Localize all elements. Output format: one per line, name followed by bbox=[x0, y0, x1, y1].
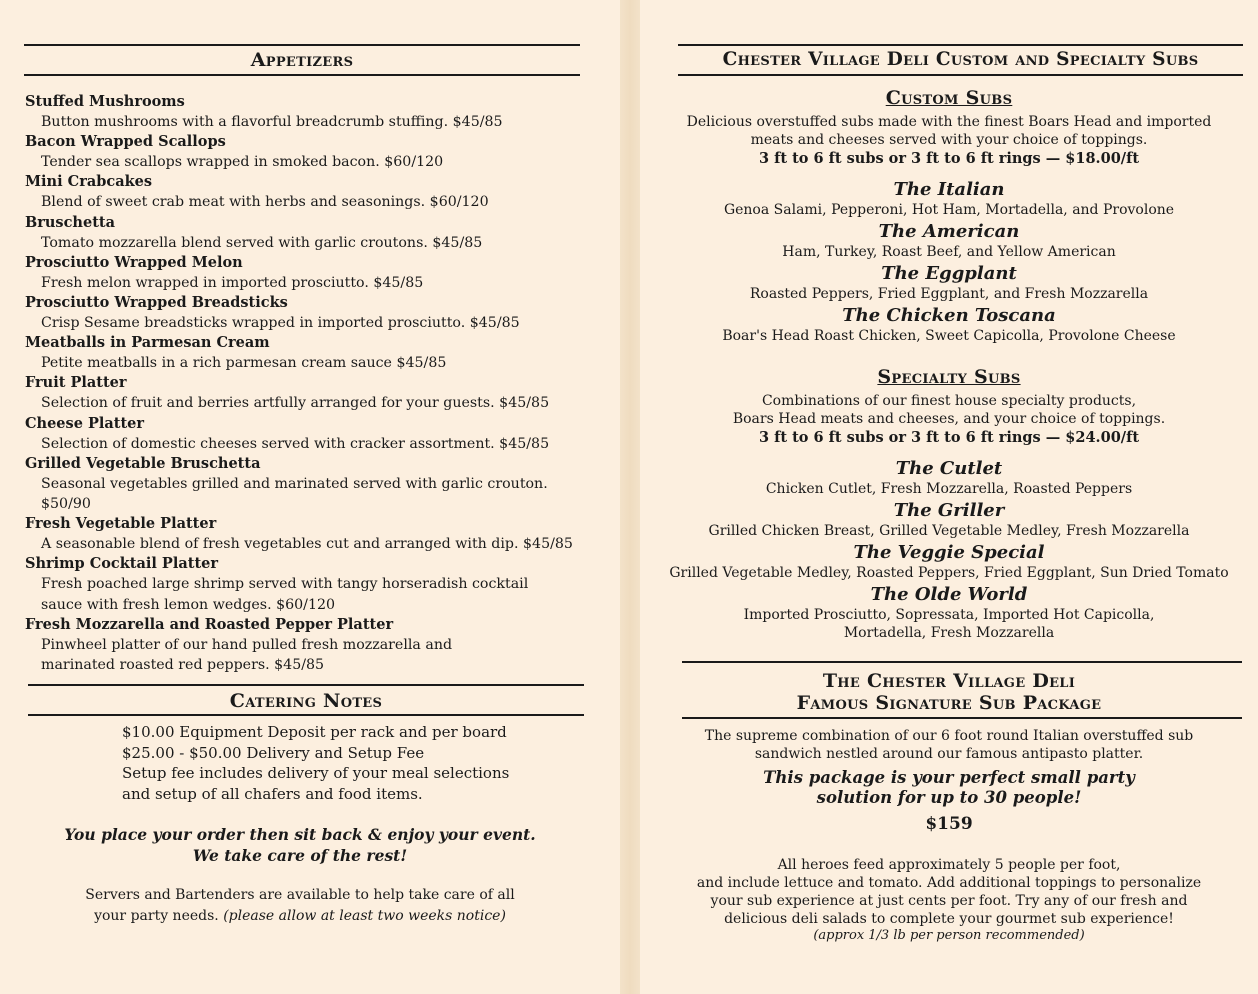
package-intro-1: The supreme combination of our 6 foot round Italian overstuffed sub bbox=[704, 728, 1194, 744]
divider bbox=[682, 661, 1242, 663]
fee-line: Setup fee includes delivery of your meal selections bbox=[122, 764, 510, 782]
sub-desc: Grilled Chicken Breast, Grilled Vegetable Medley, Fresh Mozzarella bbox=[708, 523, 1190, 539]
appetizer-name: Prosciutto Wrapped Breadsticks bbox=[25, 294, 288, 312]
package-heading-2: Famous Signature Sub Package bbox=[796, 692, 1102, 714]
specialty-intro-1: Combinations of our finest house specialty products, bbox=[761, 393, 1137, 409]
sub-name: The Eggplant bbox=[881, 263, 1017, 284]
appetizer-name: Bacon Wrapped Scallops bbox=[25, 133, 226, 151]
appetizer-desc: Pinwheel platter of our hand pulled fresh mozzarella and marinated roasted red peppers. $45/85 bbox=[41, 636, 453, 674]
appetizer-name: Fruit Platter bbox=[25, 374, 127, 392]
sub-desc: Roasted Peppers, Fried Eggplant, and Fresh Mozzarella bbox=[749, 286, 1149, 302]
package-info-3: your sub experience at just cents per foot. Try any of our fresh and bbox=[710, 893, 1188, 909]
list-item bbox=[25, 454, 595, 514]
sub-desc: Ham, Turkey, Roast Beef, and Yellow American bbox=[782, 244, 1116, 260]
appetizer-name: Fresh Mozzarella and Roasted Pepper Platter bbox=[25, 615, 394, 633]
appetizer-desc: Seasonal vegetables grilled and marinated served with garlic crouton. $50/90 bbox=[41, 475, 548, 513]
servers-line: Servers and Bartenders are available to help take care of all bbox=[85, 887, 515, 903]
fee-line: $10.00 Equipment Deposit per rack and per board bbox=[122, 723, 507, 741]
appetizer-desc: Tomato mozzarella blend served with garlic croutons. $45/85 bbox=[41, 234, 483, 251]
servers-note: (please allow at least two weeks notice) bbox=[223, 907, 506, 924]
list-item bbox=[25, 213, 595, 253]
sub-name: The American bbox=[878, 221, 1020, 242]
tagline-line: You place your order then sit back & enjoy your event. bbox=[64, 825, 536, 844]
appetizer-name: Grilled Vegetable Bruschetta bbox=[25, 454, 261, 472]
list-item bbox=[25, 373, 595, 413]
sub-desc: Genoa Salami, Pepperoni, Hot Ham, Mortadella, and Provolone bbox=[723, 202, 1175, 218]
package-price: $159 bbox=[925, 814, 973, 834]
fee-line: and setup of all chafers and food items. bbox=[122, 784, 423, 803]
divider bbox=[28, 684, 584, 686]
sub-desc: Boar's Head Roast Chicken, Sweet Capicolla, Provolone Cheese bbox=[722, 328, 1176, 344]
servers-text: your party needs. bbox=[94, 907, 219, 924]
sub-name: The Veggie Special bbox=[853, 542, 1045, 563]
sub-name: The Cutlet bbox=[895, 458, 1003, 479]
appetizer-name: Bruschetta bbox=[25, 213, 115, 231]
subs-heading: Chester Village Deli Custom and Specialty Subs bbox=[722, 49, 1199, 70]
appetizer-desc: Selection of domestic cheeses served with cracker assortment. $45/85 bbox=[41, 435, 550, 452]
appetizer-name: Fresh Vegetable Platter bbox=[25, 515, 217, 533]
sub-name: The Griller bbox=[893, 500, 1005, 521]
list-item bbox=[25, 333, 595, 373]
sub-desc: Chicken Cutlet, Fresh Mozzarella, Roasted Peppers bbox=[765, 481, 1133, 497]
divider bbox=[24, 74, 580, 76]
appetizer-desc: Selection of fruit and berries artfully arranged for your guests. $45/85 bbox=[41, 395, 550, 412]
appetizer-name: Prosciutto Wrapped Melon bbox=[25, 253, 243, 271]
appetizer-desc: Fresh melon wrapped in imported prosciutto. $45/85 bbox=[41, 274, 424, 291]
custom-price: 3 ft to 6 ft subs or 3 ft to 6 ft rings — $18.00/ft bbox=[758, 150, 1140, 167]
appetizer-desc: Fresh poached large shrimp served with tangy horseradish cocktail sauce with fresh lemon wedges. $60/120 bbox=[41, 576, 529, 613]
specialty-intro-2: Boars Head meats and cheeses, and your choice of toppings. bbox=[732, 411, 1166, 427]
appetizer-name: Cheese Platter bbox=[25, 414, 145, 432]
appetizer-name: Meatballs in Parmesan Cream bbox=[25, 334, 270, 352]
list-item bbox=[25, 414, 595, 454]
package-note: (approx 1/3 lb per person recommended) bbox=[813, 928, 1085, 943]
custom-intro-1: Delicious overstuffed subs made with the finest Boars Head and imported bbox=[686, 114, 1212, 130]
appetizer-name: Mini Crabcakes bbox=[25, 173, 153, 191]
servers-info bbox=[0, 885, 600, 926]
catering-heading: Catering Notes bbox=[229, 690, 383, 712]
appetizer-desc: Tender sea scallops wrapped in smoked bacon. $60/120 bbox=[41, 154, 444, 171]
list-item bbox=[25, 514, 595, 554]
divider bbox=[678, 74, 1243, 76]
sub-name: The Chicken Toscana bbox=[842, 305, 1056, 326]
list-item bbox=[25, 253, 595, 293]
list-item bbox=[25, 293, 595, 333]
left-panel bbox=[0, 0, 620, 994]
right-panel bbox=[640, 0, 1258, 994]
appetizer-desc: Petite meatballs in a rich parmesan cream sauce $45/85 bbox=[41, 355, 447, 372]
package-intro-2: sandwich nestled around our famous antipasto platter. bbox=[754, 746, 1144, 762]
sub-desc: Grilled Vegetable Medley, Roasted Peppers, Fried Eggplant, Sun Dried Tomato bbox=[669, 565, 1229, 581]
specialty-price: 3 ft to 6 ft subs or 3 ft to 6 ft rings — $24.00/ft bbox=[758, 429, 1140, 446]
sub-desc: Imported Prosciutto, Sopressata, Imported Hot Capicolla, bbox=[743, 607, 1155, 623]
package-info-2: and include lettuce and tomato. Add additional toppings to personalize bbox=[696, 875, 1202, 891]
appetizer-desc: Blend of sweet crab meat with herbs and seasonings. $60/120 bbox=[41, 194, 489, 211]
custom-intro-2: meats and cheeses served with your choice of toppings. bbox=[750, 132, 1148, 148]
appetizer-name: Shrimp Cocktail Platter bbox=[25, 555, 219, 573]
sub-name: The Olde World bbox=[870, 584, 1028, 605]
divider bbox=[24, 44, 580, 46]
page-fold bbox=[620, 0, 640, 994]
divider bbox=[682, 717, 1242, 719]
package-info-4: delicious deli salads to complete your gourmet sub experience! bbox=[724, 911, 1174, 927]
tagline-line: We take care of the rest! bbox=[192, 846, 408, 865]
appetizers-heading: Appetizers bbox=[250, 49, 354, 71]
appetizer-desc: A seasonable blend of fresh vegetables cut and arranged with dip. $45/85 bbox=[41, 536, 573, 553]
divider bbox=[28, 714, 584, 716]
list-item bbox=[25, 554, 595, 614]
custom-subs-heading: Custom Subs bbox=[885, 87, 1013, 109]
sub-desc: Mortadella, Fresh Mozzarella bbox=[843, 625, 1055, 641]
fee-line: $25.00 - $50.00 Delivery and Setup Fee bbox=[122, 743, 425, 762]
package-heading-1: The Chester Village Deli bbox=[822, 670, 1076, 692]
list-item bbox=[25, 132, 595, 172]
list-item bbox=[25, 615, 595, 675]
servers-line-2 bbox=[0, 906, 600, 927]
catering-fees bbox=[122, 722, 582, 804]
sub-name: The Italian bbox=[893, 179, 1005, 200]
appetizer-desc: Crisp Sesame breadsticks wrapped in imported prosciutto. $45/85 bbox=[41, 315, 520, 332]
package-tagline-1: This package is your perfect small party bbox=[763, 768, 1135, 787]
divider bbox=[678, 44, 1243, 46]
appetizer-desc: Button mushrooms with a flavorful breadcrumb stuffing. $45/85 bbox=[41, 114, 503, 130]
catering-tagline bbox=[0, 824, 600, 866]
list-item bbox=[25, 172, 595, 212]
appetizer-name: Stuffed Mushrooms bbox=[25, 93, 185, 110]
package-info-1: All heroes feed approximately 5 people per foot, bbox=[777, 857, 1121, 873]
appetizer-list bbox=[25, 92, 595, 675]
package-tagline-2: solution for up to 30 people! bbox=[816, 788, 1082, 807]
list-item bbox=[25, 92, 595, 132]
specialty-subs-heading: Specialty Subs bbox=[877, 366, 1021, 388]
